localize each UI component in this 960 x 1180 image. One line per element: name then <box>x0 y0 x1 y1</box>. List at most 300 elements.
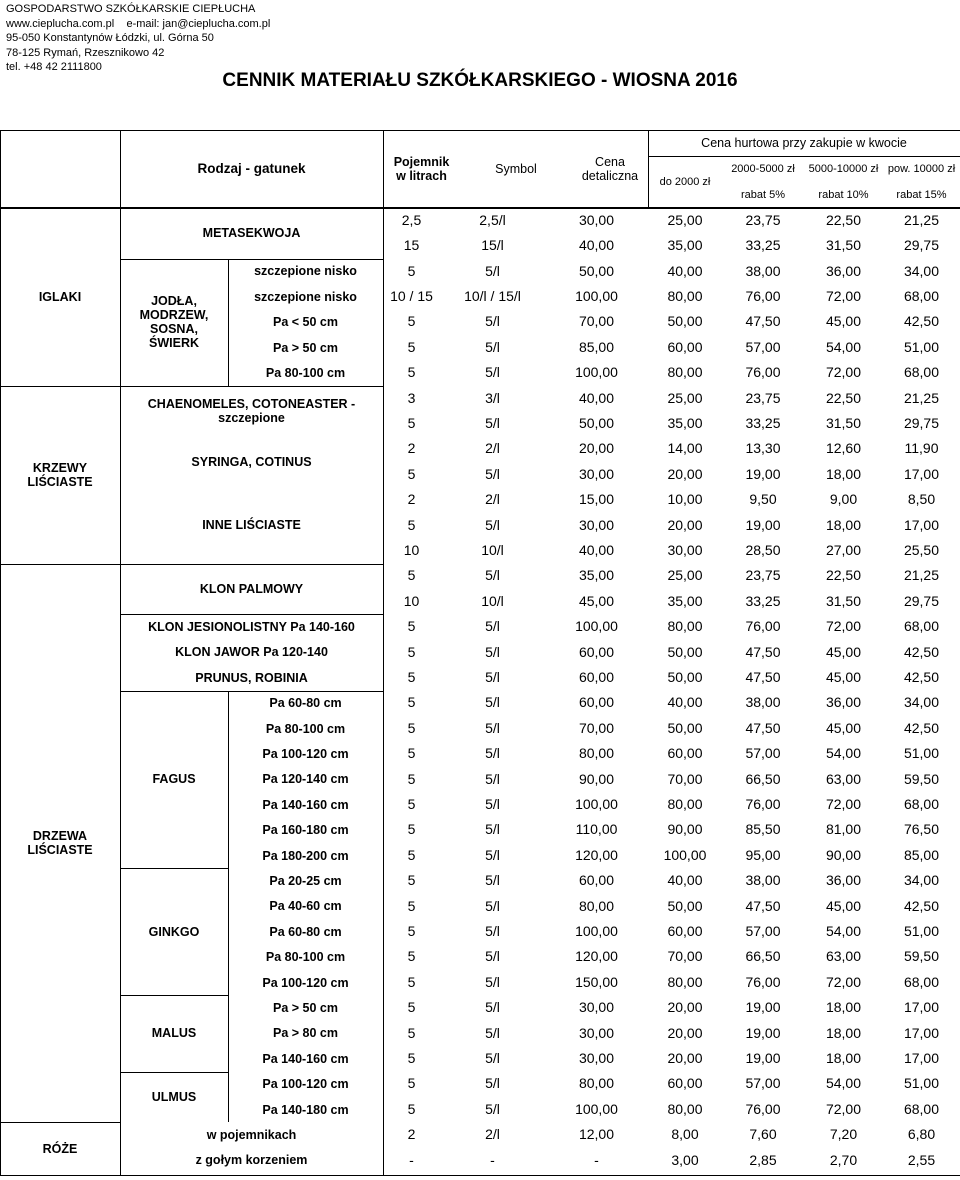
cena-detaliczna-cell: 120,00 <box>575 846 618 863</box>
tier-2-cell: 18,00 <box>825 1050 862 1067</box>
cena-detaliczna-cell: 40,00 <box>578 237 615 254</box>
label-metasekwoja: METASEKWOJA <box>202 226 301 241</box>
row-description: szczepione nisko <box>254 264 357 279</box>
symbol-cell: 5/l <box>485 1050 500 1067</box>
cena-detaliczna-cell: 60,00 <box>578 669 615 686</box>
symbol-cell: 5/l <box>485 745 500 762</box>
header-symbol: Symbol <box>495 162 537 176</box>
symbol-cell: 5/l <box>485 1100 500 1117</box>
tier-1-cell: 57,00 <box>745 923 781 940</box>
tier-1-cell: 76,00 <box>745 618 781 635</box>
label-klon-palmowy: KLON PALMOWY <box>199 581 304 596</box>
cena-detaliczna-cell: 30,00 <box>578 465 615 482</box>
symbol-cell: 2,5/l <box>479 211 506 228</box>
do-2000-cell: 70,00 <box>667 770 703 787</box>
symbol-cell: 10/l / 15/l <box>464 288 521 305</box>
row-description: Pa > 50 cm <box>273 1001 338 1016</box>
pojemnik-cell: 5 <box>407 643 416 660</box>
do-2000-cell: 8,00 <box>671 1126 699 1143</box>
pojemnik-cell: 5 <box>407 338 416 355</box>
do-2000-cell: 80,00 <box>667 618 703 635</box>
do-2000-cell: 50,00 <box>667 669 703 686</box>
tier-2-cell: 81,00 <box>825 821 862 838</box>
pojemnik-cell: 5 <box>407 948 416 965</box>
pojemnik-cell: 5 <box>407 999 416 1016</box>
cena-detaliczna-cell: 50,00 <box>578 262 615 279</box>
tier-1-cell: 76,00 <box>745 364 781 381</box>
tier-3-cell: 21,25 <box>903 211 940 228</box>
tier-3-cell: 29,75 <box>903 415 940 432</box>
tier-1-cell: 2,85 <box>749 1151 777 1168</box>
header-rabat-3: rabat 15% <box>896 188 947 201</box>
cena-detaliczna-cell: 70,00 <box>578 719 615 736</box>
tier-2-cell: 45,00 <box>825 719 862 736</box>
symbol-cell: 5/l <box>485 719 500 736</box>
cena-detaliczna-cell: 12,00 <box>578 1126 615 1143</box>
header-col-border <box>648 130 649 208</box>
header-col-border <box>120 130 121 208</box>
company-address-1: 95-050 Konstantynów Łódzki, ul. Górna 50 <box>6 32 214 44</box>
tier-3-cell: 51,00 <box>903 745 940 762</box>
tier-2-cell: 72,00 <box>825 288 862 305</box>
tier-3-cell: 42,50 <box>903 897 940 914</box>
cena-detaliczna-cell: 40,00 <box>578 389 615 406</box>
tier-2-cell: 36,00 <box>825 694 862 711</box>
pojemnik-cell: 5 <box>407 796 416 813</box>
tier-1-cell: 38,00 <box>745 872 781 889</box>
tier-3-cell: 59,50 <box>903 948 940 965</box>
category-roze: RÓŻE <box>42 1142 78 1157</box>
pojemnik-cell: - <box>409 1151 414 1168</box>
category-iglaki: IGLAKI <box>38 289 82 304</box>
symbol-cell: 10/l <box>481 592 504 609</box>
symbol-cell: - <box>490 1151 495 1168</box>
pojemnik-cell: 5 <box>407 1024 416 1041</box>
symbol-cell: 2/l <box>485 440 500 457</box>
pojemnik-cell: 5 <box>407 1050 416 1067</box>
tier-1-cell: 19,00 <box>745 465 781 482</box>
label-malus: MALUS <box>151 1026 197 1041</box>
tier-1-cell: 23,75 <box>745 389 781 406</box>
pojemnik-cell: 5 <box>407 262 416 279</box>
tier-1-cell: 76,00 <box>745 288 781 305</box>
do-2000-cell: 60,00 <box>667 338 703 355</box>
label-ulmus: ULMUS <box>151 1089 197 1104</box>
cena-detaliczna-cell: 40,00 <box>578 542 615 559</box>
tier-2-cell: 18,00 <box>825 516 862 533</box>
do-2000-cell: 80,00 <box>667 973 703 990</box>
cena-detaliczna-cell: 70,00 <box>578 313 615 330</box>
row-description: Pa 160-180 cm <box>262 823 349 838</box>
tier-3-cell: 17,00 <box>903 999 940 1016</box>
symbol-cell: 10/l <box>481 542 504 559</box>
tier-2-cell: 31,50 <box>825 415 862 432</box>
do-2000-cell: 35,00 <box>667 592 703 609</box>
tier-3-cell: 42,50 <box>903 669 940 686</box>
do-2000-cell: 60,00 <box>667 923 703 940</box>
do-2000-cell: 90,00 <box>667 821 703 838</box>
tier-2-cell: 72,00 <box>825 618 862 635</box>
header-pojemnik: Pojemnik w litrach <box>393 155 450 183</box>
header-rabat-2: rabat 10% <box>818 188 869 201</box>
cena-detaliczna-cell: 60,00 <box>578 694 615 711</box>
do-2000-cell: 50,00 <box>667 719 703 736</box>
tier-1-cell: 38,00 <box>745 694 781 711</box>
pojemnik-cell: 2 <box>407 1126 416 1143</box>
tier-1-cell: 85,50 <box>745 821 781 838</box>
tier-1-cell: 19,00 <box>745 1050 781 1067</box>
tier-3-cell: 17,00 <box>903 1024 940 1041</box>
tier-3-cell: 17,00 <box>903 516 940 533</box>
header-tier-3: pow. 10000 zł <box>887 162 956 175</box>
tier-2-cell: 12,60 <box>825 440 862 457</box>
pojemnik-cell: 5 <box>407 897 416 914</box>
label-chaenomeles: CHAENOMELES, COTONEASTER - szczepione <box>147 397 356 426</box>
tier-1-cell: 66,50 <box>745 948 781 965</box>
do-2000-cell: 25,00 <box>667 389 703 406</box>
tier-2-cell: 22,50 <box>825 567 862 584</box>
pojemnik-cell: 5 <box>407 923 416 940</box>
symbol-cell: 5/l <box>485 465 500 482</box>
cena-detaliczna-cell: 30,00 <box>578 1024 615 1041</box>
cena-detaliczna-cell: 80,00 <box>578 1075 615 1092</box>
tier-1-cell: 47,50 <box>745 719 781 736</box>
cena-detaliczna-cell: 30,00 <box>578 1050 615 1067</box>
symbol-cell: 5/l <box>485 415 500 432</box>
symbol-cell: 5/l <box>485 897 500 914</box>
symbol-cell: 5/l <box>485 643 500 660</box>
tier-1-cell: 28,50 <box>745 542 781 559</box>
tier-2-cell: 45,00 <box>825 313 862 330</box>
tier-1-cell: 76,00 <box>745 1100 781 1117</box>
do-2000-cell: 30,00 <box>667 542 703 559</box>
pojemnik-cell: 5 <box>407 313 416 330</box>
do-2000-cell: 80,00 <box>667 796 703 813</box>
pojemnik-cell: 5 <box>407 516 416 533</box>
tier-2-cell: 45,00 <box>825 643 862 660</box>
cena-detaliczna-cell: 120,00 <box>575 948 618 965</box>
cena-detaliczna-cell: 60,00 <box>578 643 615 660</box>
table-bottom-border <box>0 1175 960 1176</box>
category-drzewa: DRZEWA LIŚCIASTE <box>27 828 93 857</box>
row-description: Pa 60-80 cm <box>269 924 342 939</box>
tier-2-cell: 36,00 <box>825 262 862 279</box>
tier-1-cell: 13,30 <box>745 440 781 457</box>
tier-1-cell: 9,50 <box>749 491 777 508</box>
cena-detaliczna-cell: 15,00 <box>578 491 615 508</box>
do-2000-cell: 35,00 <box>667 237 703 254</box>
cena-detaliczna-cell: 60,00 <box>578 872 615 889</box>
tier-2-cell: 54,00 <box>825 923 862 940</box>
pojemnik-cell: 5 <box>407 1100 416 1117</box>
row-description: z gołym korzeniem <box>195 1153 308 1168</box>
row-description: KLON JESIONOLISTNY Pa 140-160 <box>148 620 355 635</box>
header-col-border <box>383 130 384 208</box>
label-inne-lisciaste: INNE LIŚCIASTE <box>202 518 301 533</box>
do-2000-cell: 40,00 <box>667 694 703 711</box>
tier-3-cell: 21,25 <box>903 567 940 584</box>
do-2000-cell: 80,00 <box>667 364 703 381</box>
tier-2-cell: 18,00 <box>825 465 862 482</box>
tier-2-cell: 63,00 <box>825 770 862 787</box>
cena-detaliczna-cell: 100,00 <box>575 618 618 635</box>
cena-detaliczna-cell: 100,00 <box>575 364 618 381</box>
pojemnik-cell: 5 <box>407 364 416 381</box>
symbol-cell: 5/l <box>485 313 500 330</box>
tier-2-cell: 72,00 <box>825 973 862 990</box>
pojemnik-cell: 5 <box>407 973 416 990</box>
tier-2-cell: 54,00 <box>825 745 862 762</box>
cena-detaliczna-cell: 80,00 <box>578 897 615 914</box>
tier-2-cell: 18,00 <box>825 999 862 1016</box>
tier-2-cell: 2,70 <box>829 1151 858 1168</box>
tier-2-cell: 45,00 <box>825 897 862 914</box>
tier-3-cell: 68,00 <box>903 973 940 990</box>
header-cena-hurtowa: Cena hurtowa przy zakupie w kwocie <box>701 136 907 150</box>
cena-detaliczna-cell: 90,00 <box>578 770 615 787</box>
symbol-cell: 5/l <box>485 364 500 381</box>
row-description: Pa 100-120 cm <box>262 1077 349 1092</box>
tier-3-cell: 34,00 <box>903 872 940 889</box>
row-description: Pa > 50 cm <box>273 340 338 355</box>
tier-1-cell: 66,50 <box>745 770 781 787</box>
pojemnik-cell: 5 <box>407 745 416 762</box>
tier-3-cell: 76,50 <box>903 821 940 838</box>
do-2000-cell: 100,00 <box>663 846 707 863</box>
tier-1-cell: 23,75 <box>745 567 781 584</box>
row-description: PRUNUS, ROBINIA <box>195 670 308 685</box>
row-description: Pa 40-60 cm <box>269 899 342 914</box>
tier-1-cell: 76,00 <box>745 796 781 813</box>
do-2000-cell: 60,00 <box>667 1075 703 1092</box>
header-top-border <box>0 130 960 131</box>
page-title: CENNIK MATERIAŁU SZKÓŁKARSKIEGO - WIOSNA 2016 <box>222 70 738 91</box>
tier-2-cell: 31,50 <box>825 237 862 254</box>
row-description: Pa 140-160 cm <box>262 797 349 812</box>
tier-3-cell: 29,75 <box>903 237 940 254</box>
do-2000-cell: 70,00 <box>667 948 703 965</box>
tier-3-cell: 42,50 <box>903 643 940 660</box>
row-description: Pa 180-200 cm <box>262 848 349 863</box>
tier-1-cell: 76,00 <box>745 973 781 990</box>
tier-2-cell: 7,20 <box>829 1126 858 1143</box>
label-ginkgo: GINKGO <box>148 924 200 939</box>
tier-3-cell: 25,50 <box>903 542 940 559</box>
cena-detaliczna-cell: 100,00 <box>575 288 618 305</box>
header-cena-detaliczna: Cena detaliczna <box>581 155 639 183</box>
symbol-cell: 5/l <box>485 973 500 990</box>
company-phone: tel. +48 42 2111800 <box>6 61 102 73</box>
row-description: Pa 80-100 cm <box>265 950 346 965</box>
pojemnik-cell: 5 <box>407 669 416 686</box>
tier-3-cell: 6,80 <box>907 1126 936 1143</box>
tier-2-cell: 54,00 <box>825 338 862 355</box>
tier-1-cell: 57,00 <box>745 745 781 762</box>
cena-detaliczna-cell: 20,00 <box>578 440 615 457</box>
symbol-cell: 5/l <box>485 1024 500 1041</box>
cena-detaliczna-cell: 50,00 <box>578 415 615 432</box>
tier-1-cell: 7,60 <box>749 1126 777 1143</box>
symbol-cell: 5/l <box>485 694 500 711</box>
row-description: Pa 100-120 cm <box>262 975 349 990</box>
symbol-cell: 5/l <box>485 338 500 355</box>
row-description: Pa 60-80 cm <box>269 696 342 711</box>
company-web[interactable]: www.cieplucha.com.pl <box>6 17 115 30</box>
tier-1-cell: 19,00 <box>745 999 781 1016</box>
cena-detaliczna-cell: 150,00 <box>575 973 618 990</box>
pojemnik-cell: 5 <box>407 821 416 838</box>
tier-2-cell: 36,00 <box>825 872 862 889</box>
cena-detaliczna-cell: 30,00 <box>578 999 615 1016</box>
pojemnik-cell: 3 <box>407 389 416 406</box>
pojemnik-cell: 5 <box>407 567 416 584</box>
symbol-cell: 5/l <box>485 1075 500 1092</box>
cena-detaliczna-cell: 80,00 <box>578 745 615 762</box>
pojemnik-cell: 2 <box>407 440 416 457</box>
pojemnik-cell: 2 <box>407 491 416 508</box>
do-2000-cell: 3,00 <box>671 1151 699 1168</box>
row-description: Pa 20-25 cm <box>269 874 342 889</box>
cena-detaliczna-cell: 30,00 <box>578 516 615 533</box>
tier-2-cell: 72,00 <box>825 1100 862 1117</box>
symbol-cell: 5/l <box>485 262 500 279</box>
do-2000-cell: 60,00 <box>667 745 703 762</box>
tier-2-cell: 72,00 <box>825 364 862 381</box>
do-2000-cell: 20,00 <box>667 999 703 1016</box>
tier-3-cell: 17,00 <box>903 465 940 482</box>
header-tier-2: 5000-10000 zł <box>808 162 879 175</box>
tier-3-cell: 11,90 <box>904 440 939 457</box>
row-description: szczepione nisko <box>254 289 357 304</box>
cena-detaliczna-cell: 35,00 <box>578 567 615 584</box>
pojemnik-cell: 5 <box>407 846 416 863</box>
tier-2-cell: 18,00 <box>825 1024 862 1041</box>
do-2000-cell: 50,00 <box>667 643 703 660</box>
do-2000-cell: 25,00 <box>667 567 703 584</box>
tier-3-cell: 42,50 <box>903 719 940 736</box>
header-hurt-border <box>648 156 960 157</box>
symbol-cell: 2/l <box>485 1126 500 1143</box>
cena-detaliczna-cell: 100,00 <box>575 796 618 813</box>
symbol-cell: 5/l <box>485 872 500 889</box>
row-description: Pa 120-140 cm <box>262 772 349 787</box>
tier-3-cell: 59,50 <box>903 770 940 787</box>
tier-1-cell: 33,25 <box>745 237 781 254</box>
tier-3-cell: 42,50 <box>903 313 940 330</box>
tier-3-cell: 2,55 <box>907 1151 936 1168</box>
pojemnik-cell: 5 <box>407 1075 416 1092</box>
tier-1-cell: 57,00 <box>745 1075 781 1092</box>
symbol-cell: 5/l <box>485 516 500 533</box>
cena-detaliczna-cell: - <box>594 1151 599 1168</box>
row-description: Pa < 50 cm <box>273 315 338 330</box>
tier-2-cell: 90,00 <box>825 846 862 863</box>
row-description: Pa 140-180 cm <box>262 1102 349 1117</box>
symbol-cell: 5/l <box>485 669 500 686</box>
do-2000-cell: 80,00 <box>667 1100 703 1117</box>
pojemnik-cell: 15 <box>403 237 420 254</box>
pojemnik-cell: 10 <box>403 542 420 559</box>
tier-1-cell: 57,00 <box>745 338 781 355</box>
do-2000-cell: 35,00 <box>667 415 703 432</box>
cena-detaliczna-cell: 45,00 <box>578 592 615 609</box>
tier-1-cell: 47,50 <box>745 313 781 330</box>
do-2000-cell: 20,00 <box>667 1050 703 1067</box>
do-2000-cell: 50,00 <box>667 313 703 330</box>
symbol-cell: 5/l <box>485 618 500 635</box>
tier-3-cell: 68,00 <box>903 288 940 305</box>
tier-2-cell: 72,00 <box>825 796 862 813</box>
pojemnik-cell: 5 <box>407 770 416 787</box>
tier-3-cell: 8,50 <box>907 491 936 508</box>
company-header <box>6 2 270 75</box>
symbol-cell: 5/l <box>485 770 500 787</box>
pojemnik-cell: 10 <box>403 592 420 609</box>
tier-1-cell: 19,00 <box>745 516 781 533</box>
symbol-cell: 5/l <box>485 846 500 863</box>
pojemnik-cell: 5 <box>407 465 416 482</box>
company-contact <box>6 17 270 32</box>
tier-1-cell: 47,50 <box>745 897 781 914</box>
row-description: w pojemnikach <box>206 1128 297 1143</box>
tier-3-cell: 34,00 <box>903 694 940 711</box>
tier-3-cell: 51,00 <box>903 923 940 940</box>
tier-1-cell: 19,00 <box>745 1024 781 1041</box>
tier-2-cell: 22,50 <box>825 211 862 228</box>
header-tier-1: 2000-5000 zł <box>731 162 795 175</box>
tier-3-cell: 68,00 <box>903 1100 940 1117</box>
row-description: Pa 100-120 cm <box>262 747 349 762</box>
tier-3-cell: 68,00 <box>903 618 940 635</box>
tier-3-cell: 68,00 <box>903 364 940 381</box>
row-description: Pa 140-160 cm <box>262 1051 349 1066</box>
header-rabat-1: rabat 5% <box>740 188 786 201</box>
tier-1-cell: 33,25 <box>745 415 781 432</box>
tier-2-cell: 9,00 <box>829 491 858 508</box>
tier-2-cell: 31,50 <box>825 592 862 609</box>
label-fagus: FAGUS <box>152 772 196 787</box>
company-email[interactable]: e-mail: jan@cieplucha.com.pl <box>126 17 271 30</box>
symbol-cell: 5/l <box>485 999 500 1016</box>
tier-3-cell: 29,75 <box>903 592 940 609</box>
tier-1-cell: 47,50 <box>745 669 781 686</box>
do-2000-cell: 40,00 <box>667 872 703 889</box>
header-do-2000: do 2000 zł <box>659 175 711 188</box>
pojemnik-cell: 5 <box>407 719 416 736</box>
tier-3-cell: 21,25 <box>903 389 940 406</box>
symbol-cell: 5/l <box>485 796 500 813</box>
tier-2-cell: 22,50 <box>825 389 862 406</box>
do-2000-cell: 20,00 <box>667 1024 703 1041</box>
tier-2-cell: 45,00 <box>825 669 862 686</box>
pojemnik-cell: 10 / 15 <box>390 288 433 305</box>
do-2000-cell: 10,00 <box>667 491 703 508</box>
do-2000-cell: 50,00 <box>667 897 703 914</box>
pojemnik-cell: 5 <box>407 872 416 889</box>
symbol-cell: 15/l <box>481 237 504 254</box>
do-2000-cell: 14,00 <box>667 440 703 457</box>
tier-3-cell: 68,00 <box>903 796 940 813</box>
do-2000-cell: 20,00 <box>667 516 703 533</box>
cena-detaliczna-cell: 30,00 <box>578 211 615 228</box>
header-rodzaj: Rodzaj - gatunek <box>197 161 306 177</box>
tier-2-cell: 54,00 <box>825 1075 862 1092</box>
cena-detaliczna-cell: 100,00 <box>575 1100 618 1117</box>
symbol-cell: 5/l <box>485 948 500 965</box>
cena-detaliczna-cell: 100,00 <box>575 923 618 940</box>
row-description: Pa 80-100 cm <box>265 721 346 736</box>
category-krzewy: KRZEWY LIŚCIASTE <box>27 460 93 489</box>
